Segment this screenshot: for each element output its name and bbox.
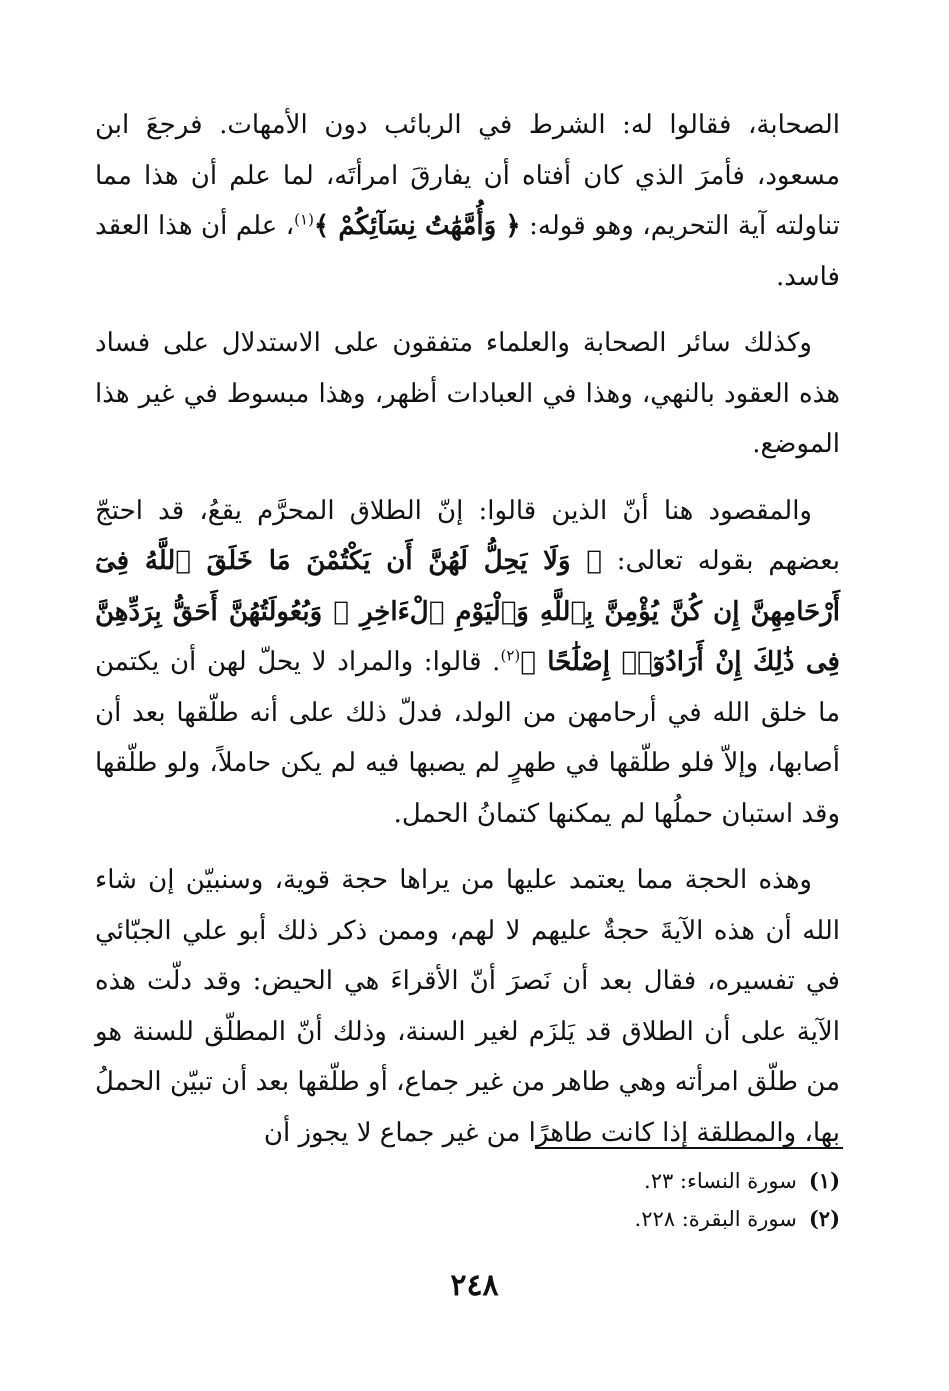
paragraph-4 (95, 855, 840, 1158)
footnote-ref: (١) (294, 210, 314, 229)
text-span: وهذه الحجة مما يعتمد عليها من يراها حجة قوية، وسنبيّن إن شاء الله أن هذه الآيةَ حجةٌ عليهم لا لهم، وممن ذكر ذلك أبو علي الجبّائي في تفسيره، فقال بعد أن نَصرَ أنّ الأقراءَ هي الحيض: وقد دلّت هذه الآية على أن الطلاق قد يَلزَم لغير السنة، وذلك أنّ المطلّق للسنة هو من طلّق امرأته وهي طاهر من غير جماع، أو طلّقها بعد أن تبيّن الحملُ بها، والمطلقة إذا كانت طاهرًا من غير جماع لا يجوز أن (95, 865, 840, 1148)
text-span: ، علم أن هذا العقد فاسد. (95, 211, 840, 292)
quran-verse: ﴿ وَأُمَّهَٰتُ نِسَآئِكُمْ ﴾ (313, 211, 521, 241)
quran-verse: ﴿ وَلَا يَحِلُّ لَهُنَّ أَن يَكْتُمْنَ مَا خَلَقَ ٱللَّهُ فِىٓ أَرْحَامِهِنَّ إِن كُنَّ يُؤْمِنَّ بِٱللَّهِ وَٱلْيَوْمِ ٱلْءَاخِرِ ۚ وَبُعُولَتُهُنَّ أَحَقُّ بِرَدِّهِنَّ فِى ذَٰلِكَ إِنْ أَرَادُوٓا۟ إِصْلَٰحًا ﴾ (95, 546, 840, 677)
footnotes (95, 1162, 840, 1238)
footnote-2 (95, 1200, 840, 1238)
footnote-number: (١) (808, 1168, 840, 1193)
text-span: . قالوا: والمراد لا يحلّ لهن أن يكتمن ما خلق الله في أرحامهن من الولد، فدلّ ذلك على أنه طلّقها بعد أن أصابها، وإلاّ فلو طلّقها في طهرٍ لم يصبها فيه لم يكن حاملاً، ولو طلّقها وقد استبان حملُها لم يمكنها كتمانُ الحمل. (95, 647, 840, 829)
footnote-number: (٢) (808, 1206, 840, 1231)
main-text (95, 100, 840, 1174)
text-span: الصحابة، فقالوا له: الشرط في الربائب دون الأمهات. فرجعَ ابن مسعود، فأمرَ الذي كان أفتاه أن يفارقَ امرأتَه، لما علم أن هذا مما تناولته آية التحريم، وهو قوله: (95, 110, 840, 241)
page-number: ٢٤٨ (450, 1268, 499, 1303)
footnote-ref: (٢) (500, 646, 521, 665)
text-span: وكذلك سائر الصحابة والعلماء متفقون على الاستدلال على فساد هذه العقود بالنهي، وهذا في العبادات أظهر، وهذا مبسوط في غير هذا الموضع. (95, 328, 840, 459)
footnote-text: سورة النساء: ٢٣. (644, 1169, 797, 1193)
paragraph-2 (95, 318, 840, 470)
footnote-1 (95, 1162, 840, 1200)
paragraph-3 (95, 486, 840, 840)
footnote-text: سورة البقرة: ٢٢٨. (634, 1207, 797, 1231)
text-span: والمقصود هنا أنّ الذين قالوا: إنّ الطلاق المحرَّم يقعُ، قد احتجّ بعضهم بقوله تعالى: (95, 495, 840, 576)
footnote-divider (535, 1147, 843, 1149)
paragraph-1 (95, 100, 840, 302)
